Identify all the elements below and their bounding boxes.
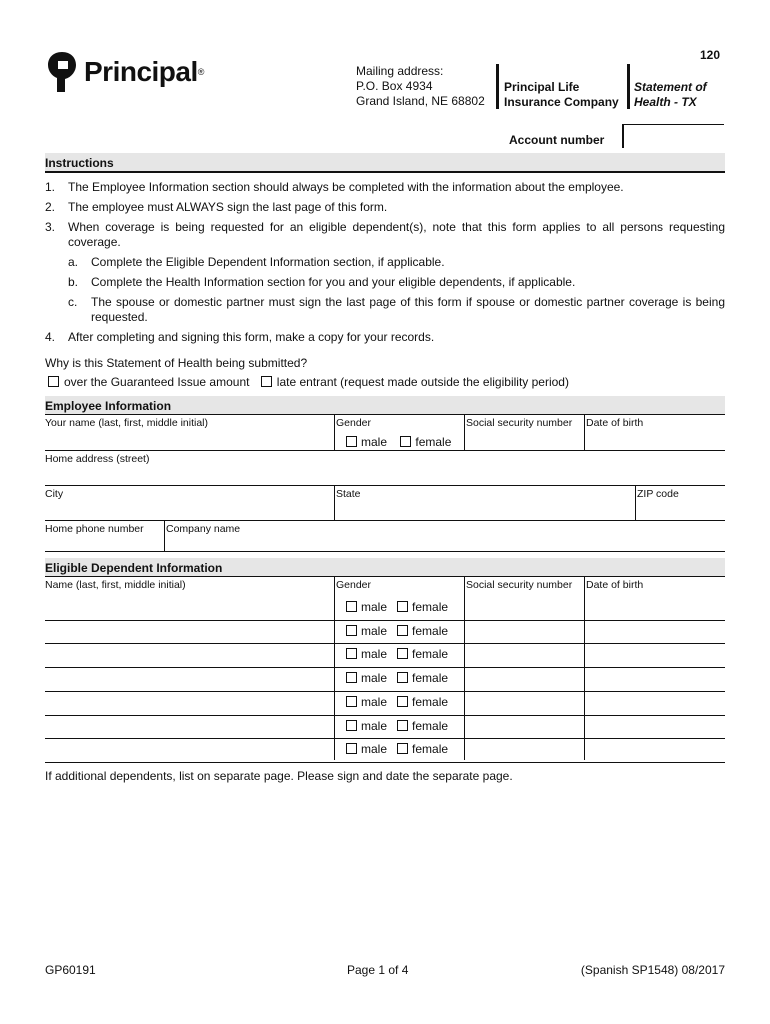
instruction-subitem — [45, 275, 725, 290]
dependent-gender-options — [346, 742, 448, 756]
dependent-ssn-label: Social security number — [466, 579, 573, 591]
male-label: male — [361, 624, 388, 638]
female-checkbox[interactable] — [397, 601, 408, 612]
grid-line — [45, 691, 725, 692]
company-field-label: Company name — [166, 523, 241, 535]
male-checkbox[interactable] — [346, 743, 357, 754]
instruction-item — [45, 200, 725, 215]
name-field-label: Your name (last, first, middle initial) — [45, 417, 209, 429]
grid-line — [45, 715, 725, 716]
mailing-line: Mailing address: — [356, 64, 444, 78]
item-text: When coverage is being requested for an eligible dependent(s), note that this form applies to all persons requesting coverage. — [68, 220, 725, 249]
grid-line — [45, 738, 725, 739]
dependent-dob-label: Date of birth — [586, 579, 644, 591]
dependent-gender-label: Gender — [336, 579, 372, 591]
gender-field-label: Gender — [336, 417, 372, 429]
male-checkbox[interactable] — [346, 720, 357, 731]
city-field-label: City — [45, 488, 64, 500]
dependent-gender-options — [346, 600, 448, 614]
item-text: The spouse or domestic partner must sign the last page of this form if spouse or domestic partner coverage is being requested. — [91, 295, 725, 324]
mailing-line: Grand Island, NE 68802 — [356, 94, 485, 108]
male-checkbox[interactable] — [346, 601, 357, 612]
female-checkbox[interactable] — [397, 696, 408, 707]
zip-field-label: ZIP code — [637, 488, 679, 500]
dob-field-label: Date of birth — [586, 417, 644, 429]
male-label: male — [361, 742, 388, 756]
female-checkbox[interactable] — [397, 648, 408, 659]
female-checkbox[interactable] — [397, 672, 408, 683]
grid-line — [464, 415, 465, 450]
statement-title — [634, 80, 707, 110]
late-entrant-label: late entrant (request made outside the eligibility period) — [276, 375, 569, 389]
account-number-field[interactable] — [622, 124, 724, 148]
company-line: Principal Life — [504, 80, 580, 94]
divider — [496, 64, 499, 109]
male-label: male — [361, 695, 388, 709]
grid-line — [584, 577, 585, 760]
item-text: After completing and signing this form, make a copy for your records. — [68, 330, 435, 344]
item-text: The Employee Information section should always be completed with the information about the employee. — [68, 180, 624, 194]
instructions-heading: Instructions — [45, 153, 725, 173]
instruction-subitem — [45, 295, 725, 325]
female-label: female — [412, 695, 449, 709]
late-entrant-checkbox[interactable] — [261, 376, 272, 387]
female-label: female — [412, 600, 449, 614]
guaranteed-issue-checkbox[interactable] — [48, 376, 59, 387]
instructions-list — [45, 180, 725, 350]
instruction-item — [45, 220, 725, 250]
brand-mark: ® — [197, 67, 205, 77]
footer-form-code: GP60191 — [45, 963, 96, 977]
ssn-field-label: Social security number — [466, 417, 573, 429]
employee-gender-options — [346, 435, 451, 449]
male-label: male — [361, 647, 388, 661]
instruction-item — [45, 330, 725, 345]
male-checkbox[interactable] — [346, 625, 357, 636]
item-number: 3. — [45, 220, 56, 234]
grid-line — [45, 667, 725, 668]
brand-name: Principal — [84, 56, 198, 87]
divider — [627, 64, 630, 109]
grid-line — [45, 762, 725, 763]
statement-line: Health - TX — [634, 95, 697, 109]
male-label: male — [361, 600, 388, 614]
female-label: female — [412, 719, 449, 733]
male-checkbox[interactable] — [346, 672, 357, 683]
male-checkbox[interactable] — [346, 436, 357, 447]
statement-line: Statement of — [634, 80, 707, 94]
footer-version: (Spanish SP1548) 08/2017 — [580, 963, 725, 977]
female-label: female — [412, 624, 449, 638]
employee-info-heading: Employee Information — [45, 396, 725, 415]
instruction-subitem — [45, 255, 725, 270]
company-line: Insurance Company — [504, 95, 619, 109]
phone-field-label: Home phone number — [45, 523, 144, 535]
male-checkbox[interactable] — [346, 648, 357, 659]
male-checkbox[interactable] — [346, 696, 357, 707]
guaranteed-issue-label: over the Guaranteed Issue amount — [64, 375, 250, 389]
item-number: 4. — [45, 330, 56, 344]
mailing-line: P.O. Box 4934 — [356, 79, 433, 93]
female-label: female — [412, 671, 449, 685]
grid-line — [635, 485, 636, 520]
item-text: Complete the Health Information section for you and your eligible dependents, if applicable. — [91, 275, 576, 289]
principal-logo-icon — [46, 50, 78, 94]
grid-line — [464, 577, 465, 760]
male-label: male — [361, 719, 388, 733]
female-label: female — [412, 647, 449, 661]
female-label: female — [412, 742, 449, 756]
item-text: Complete the Eligible Dependent Information section, if applicable. — [91, 255, 445, 269]
company-name — [504, 80, 619, 110]
grid-line — [164, 520, 165, 551]
male-label: male — [361, 671, 388, 685]
dependent-gender-options — [346, 671, 448, 685]
item-number: 1. — [45, 180, 56, 194]
dependent-gender-options — [346, 624, 448, 638]
dependent-gender-options — [346, 719, 448, 733]
grid-line — [584, 415, 585, 450]
dependent-name-label: Name (last, first, middle initial) — [45, 579, 186, 591]
reason-question: Why is this Statement of Health being submitted? — [45, 356, 308, 370]
form-number: 120 — [699, 48, 720, 62]
grid-line — [334, 415, 335, 450]
female-label: female — [415, 435, 452, 449]
female-checkbox[interactable] — [397, 625, 408, 636]
grid-line — [45, 620, 725, 621]
item-letter: b. — [68, 275, 79, 289]
address-field-label: Home address (street) — [45, 453, 150, 465]
item-number: 2. — [45, 200, 56, 214]
female-checkbox[interactable] — [400, 436, 411, 447]
item-letter: c. — [68, 295, 78, 309]
grid-line — [334, 485, 335, 520]
additional-dependents-note: If additional dependents, list on separate page. Please sign and date the separate page. — [45, 769, 513, 783]
dependent-gender-options — [346, 647, 448, 661]
female-checkbox[interactable] — [397, 720, 408, 731]
reason-options — [48, 375, 569, 389]
instruction-item — [45, 180, 725, 195]
account-number-label: Account number — [509, 133, 605, 147]
female-checkbox[interactable] — [397, 743, 408, 754]
principal-logo — [46, 46, 204, 98]
footer-page-number: Page 1 of 4 — [347, 963, 409, 977]
grid-line — [45, 551, 725, 552]
state-field-label: State — [336, 488, 361, 500]
item-letter: a. — [68, 255, 79, 269]
mailing-address — [356, 64, 485, 109]
male-label: male — [361, 435, 388, 449]
dependent-info-heading: Eligible Dependent Information — [45, 558, 725, 577]
grid-line — [334, 577, 335, 760]
dependent-gender-options — [346, 695, 448, 709]
item-text: The employee must ALWAYS sign the last page of this form. — [68, 200, 388, 214]
grid-line — [45, 643, 725, 644]
